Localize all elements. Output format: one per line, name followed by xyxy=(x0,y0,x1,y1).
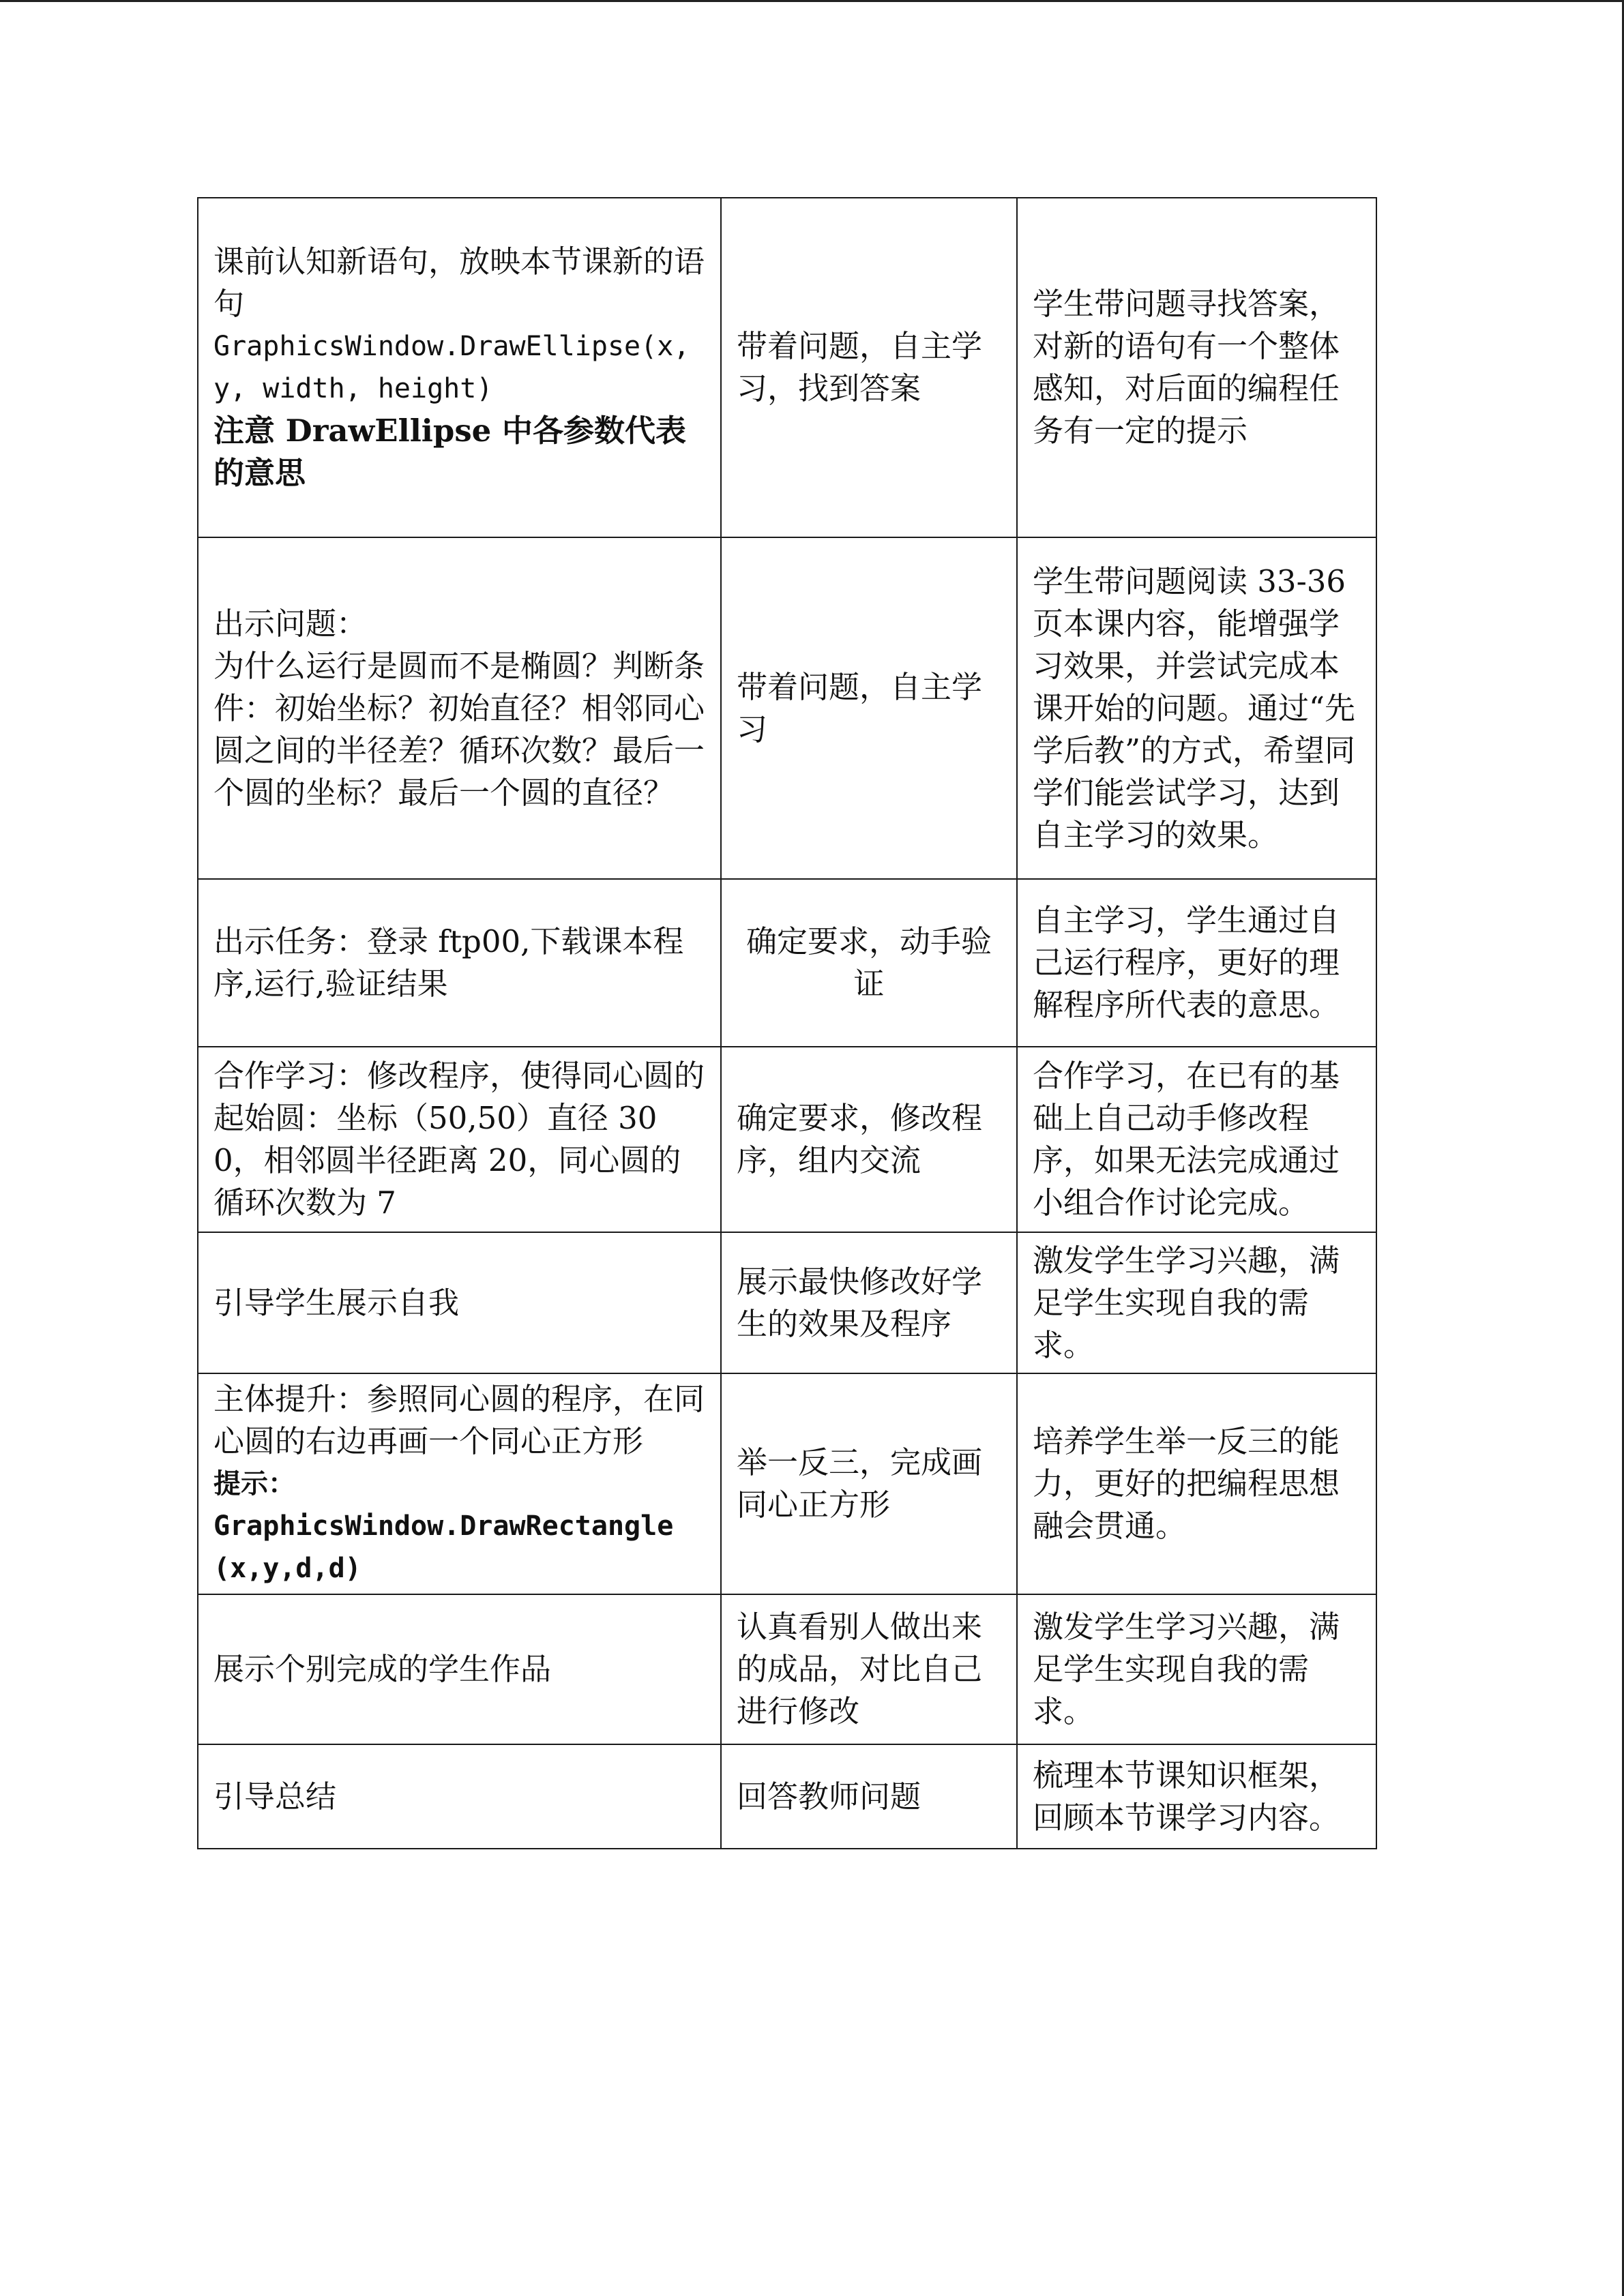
design-purpose-cell: 学生带问题寻找答案，对新的语句有一个整体感知，对后面的编程任务有一定的提示 xyxy=(1017,198,1376,537)
table-row xyxy=(198,879,1376,1047)
teacher-text: 课前认知新语句，放映本节课新的语句 xyxy=(213,243,705,322)
table-row xyxy=(198,1047,1376,1232)
student-activity-cell: 确定要求，修改程序，组内交流 xyxy=(721,1047,1017,1232)
teacher-activity-cell xyxy=(198,879,721,1047)
teacher-activity-cell xyxy=(198,1232,721,1373)
code-snippet: GraphicsWindow.DrawEllipse(x,y, width, height) xyxy=(213,331,690,404)
teacher-text: 合作学习：修改程序，使得同心圆的起始圆：坐标（50,50）直径 300，相邻圆半径距离 20，同心圆的循环次数为 7 xyxy=(213,1058,705,1221)
student-activity-cell: 带着问题，自主学习 xyxy=(721,537,1017,879)
teacher-text: 引导总结 xyxy=(213,1778,337,1815)
design-purpose-cell: 激发学生学习兴趣，满足学生实现自我的需求。 xyxy=(1017,1232,1376,1373)
bold-note: 注意 DrawEllipse 中各参数代表的意思 xyxy=(213,413,686,491)
student-activity-cell: 举一反三，完成画同心正方形 xyxy=(721,1373,1017,1594)
table-row xyxy=(198,537,1376,879)
teacher-activity-cell xyxy=(198,1594,721,1744)
page-top-border xyxy=(0,0,1624,2)
code-snippet: GraphicsWindow.DrawRectangle(x,y,d,d) xyxy=(213,1510,674,1584)
teacher-text: 主体提升：参照同心圆的程序，在同心圆的右边再画一个同心正方形 xyxy=(213,1381,705,1459)
table-row xyxy=(198,1594,1376,1744)
student-activity-cell: 确定要求，动手验证 xyxy=(721,879,1017,1047)
teacher-text: 出示问题： xyxy=(213,605,368,642)
design-purpose-cell: 自主学习，学生通过自己运行程序，更好的理解程序所代表的意思。 xyxy=(1017,879,1376,1047)
design-purpose-cell: 激发学生学习兴趣，满足学生实现自我的需求。 xyxy=(1017,1594,1376,1744)
design-purpose-cell: 合作学习，在已有的基础上自己动手修改程序，如果无法完成通过小组合作讨论完成。 xyxy=(1017,1047,1376,1232)
design-purpose-cell: 学生带问题阅读 33-36 页本课内容，能增强学习效果，并尝试完成本课开始的问题。通过“先学后教”的方式，希望同学们能尝试学习，达到自主学习的效果。 xyxy=(1017,537,1376,879)
teacher-activity-cell xyxy=(198,198,721,537)
teacher-text: 出示任务：登录 ftp00,下载课本程序,运行,验证结果 xyxy=(213,923,684,1002)
student-activity-cell: 认真看别人做出来的成品，对比自己进行修改 xyxy=(721,1594,1017,1744)
teacher-activity-cell xyxy=(198,537,721,879)
lesson-plan-table xyxy=(197,197,1377,1849)
table-row xyxy=(198,1744,1376,1849)
design-purpose-cell: 培养学生举一反三的能力，更好的把编程思想融会贯通。 xyxy=(1017,1373,1376,1594)
teacher-activity-cell xyxy=(198,1047,721,1232)
student-activity-cell: 带着问题，自主学习，找到答案 xyxy=(721,198,1017,537)
hint-label: 提示： xyxy=(213,1467,295,1500)
table-row xyxy=(198,1373,1376,1594)
teacher-activity-cell xyxy=(198,1373,721,1594)
teacher-text: 展示个别完成的学生作品 xyxy=(213,1651,552,1687)
teacher-activity-cell xyxy=(198,1744,721,1849)
table-row xyxy=(198,198,1376,537)
teacher-text: 引导学生展示自我 xyxy=(213,1284,460,1321)
student-activity-cell: 回答教师问题 xyxy=(721,1744,1017,1849)
design-purpose-cell: 梳理本节课知识框架，回顾本节课学习内容。 xyxy=(1017,1744,1376,1849)
student-activity-cell: 展示最快修改好学生的效果及程序 xyxy=(721,1232,1017,1373)
table-row xyxy=(198,1232,1376,1373)
teacher-text: 为什么运行是圆而不是椭圆？判断条件：初始坐标？初始直径？相邻同心圆之间的半径差？循环次数？最后一个圆的坐标？最后一个圆的直径？ xyxy=(213,647,705,811)
